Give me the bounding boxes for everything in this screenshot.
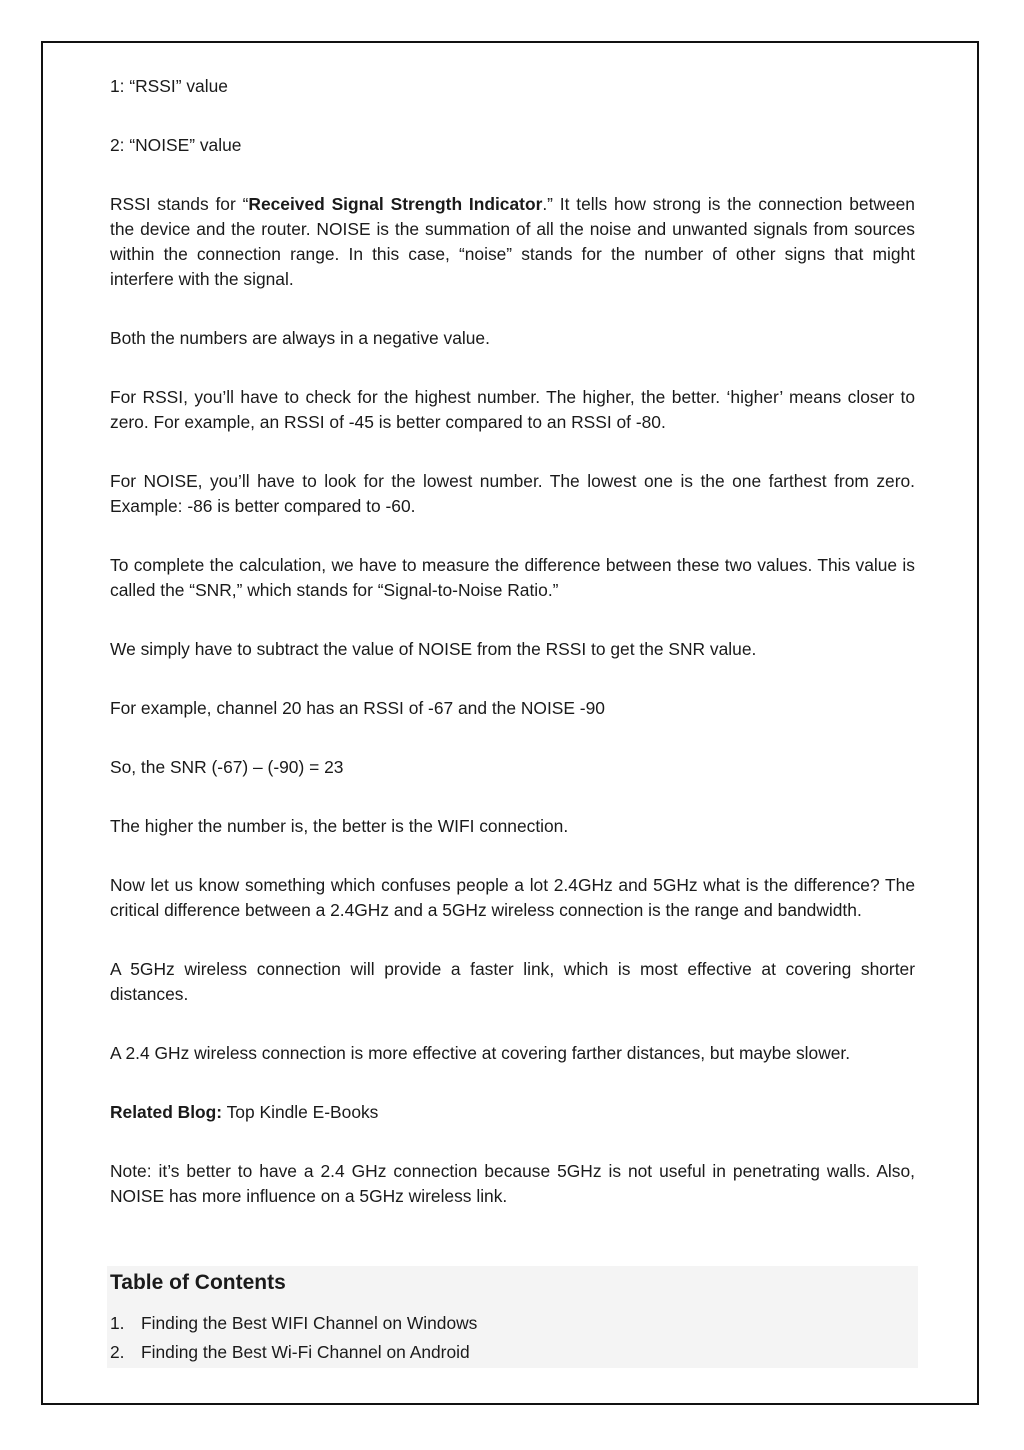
list-line-noise: 2: “NOISE” value xyxy=(110,135,242,155)
paragraph-snr-calculation: So, the SNR (-67) – (-90) = 23 xyxy=(110,757,344,777)
toc-item[interactable] xyxy=(110,1338,477,1367)
paragraph-5ghz: A 5GHz wireless connection will provide a faster link, which is most effective at covering shorter distances. xyxy=(110,959,915,1004)
toc-item-number: 2. xyxy=(110,1342,125,1362)
paragraph-example-channel: For example, channel 20 has an RSSI of -67 and the NOISE -90 xyxy=(110,698,605,718)
paragraph-24ghz: A 2.4 GHz wireless connection is more effective at covering farther distances, but maybe slower. xyxy=(110,1043,851,1063)
paragraph-noise-lowest: For NOISE, you’ll have to look for the lowest number. The lowest one is the one farthest from zero. Example: -86 is better compared to -60. xyxy=(110,471,915,516)
related-blog-link[interactable]: Top Kindle E-Books xyxy=(222,1102,379,1122)
table-of-contents xyxy=(107,1266,918,1368)
list-line-rssi: 1: “RSSI” value xyxy=(110,76,228,96)
rssi-definition-lead: RSSI stands for “ xyxy=(110,194,249,214)
toc-item-number: 1. xyxy=(110,1313,125,1333)
paragraph-negative-values: Both the numbers are always in a negative value. xyxy=(110,328,490,348)
toc-item[interactable] xyxy=(110,1309,477,1338)
rssi-term-bold: Received Signal Strength Indicator xyxy=(248,194,543,214)
document-body xyxy=(110,74,915,1243)
toc-list xyxy=(110,1309,477,1367)
toc-item-label[interactable]: Finding the Best Wi-Fi Channel on Android xyxy=(141,1342,470,1362)
toc-item-label[interactable]: Finding the Best WIFI Channel on Windows xyxy=(141,1313,478,1333)
paragraph-rssi-highest: For RSSI, you’ll have to check for the highest number. The higher, the better. ‘higher’ means closer to zero. For example, an RSSI of -45 is better compared to an RSSI of -80. xyxy=(110,387,915,432)
paragraph-band-difference: Now let us know something which confuses people a lot 2.4GHz and 5GHz what is the difference? The critical difference between a 2.4GHz and a 5GHz wireless connection is the range and bandwidth. xyxy=(110,875,915,920)
paragraph-rssi-definition xyxy=(110,192,915,292)
paragraph-higher-better: The higher the number is, the better is the WIFI connection. xyxy=(110,816,569,836)
paragraph-snr-definition: To complete the calculation, we have to measure the difference between these two values. This value is called the “SNR,” which stands for “Signal-to-Noise Ratio.” xyxy=(110,555,915,600)
rssi-definition-text: .” It tells how strong is the connection between the device and the router. NOISE is the summation of all the noise and unwanted signals from sources within the connection range. In this case, “noise” stands for the number of other signs that might interfere with the signal. xyxy=(110,194,915,289)
toc-title: Table of Contents xyxy=(110,1271,286,1294)
paragraph-subtract: We simply have to subtract the value of NOISE from the RSSI to get the SNR value. xyxy=(110,639,757,659)
related-blog-line xyxy=(110,1100,915,1125)
paragraph-note: Note: it’s better to have a 2.4 GHz connection because 5GHz is not useful in penetrating walls. Also, NOISE has more influence on a 5GHz wireless link. xyxy=(110,1161,915,1206)
related-blog-label: Related Blog: xyxy=(110,1102,223,1122)
